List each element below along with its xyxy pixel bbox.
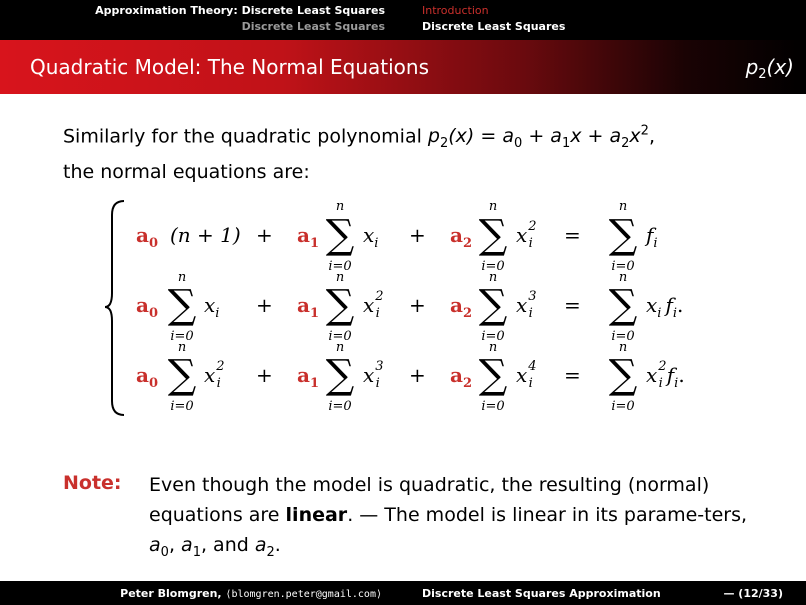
svg-text:x3i: $x^3$ i [516, 289, 537, 321]
note-text: Even though the model is quadratic, the resulting (normal) equations are linear. — The model is linear in its parame-ters, $a_0$, $a_1$, and $a_2$. [149, 474, 748, 560]
svg-text:n: n [618, 340, 628, 355]
equals-sign: = [564, 223, 581, 247]
frame-label-p: p [745, 55, 759, 79]
footer-email: ⟨blomgren.peter@gmail.com⟩ [225, 589, 382, 600]
svg-text:i=0: i=0 [481, 329, 505, 344]
svg-text:∑: ∑ [608, 212, 638, 258]
svg-text:+: + [256, 293, 273, 317]
svg-text:a1: $a_1$ [297, 223, 320, 251]
svg-text:=: = [564, 363, 581, 387]
sum-symbol: ∑ [325, 212, 355, 258]
sum-lower: i=0 [328, 259, 352, 274]
left-brace [105, 201, 124, 415]
intro-line1-end: , [648, 125, 655, 148]
frame-label [746, 55, 794, 82]
svg-text:∑: ∑ [478, 212, 508, 258]
svg-text:a1: $a_1$ [297, 293, 320, 321]
svg-text:+: + [409, 363, 426, 387]
svg-text:xi: $x_i$ [363, 223, 379, 251]
svg-text:=: = [564, 293, 581, 317]
svg-text:a1: $a_1$ [297, 363, 320, 391]
svg-text:n: n [618, 199, 628, 214]
svg-text:i=0: i=0 [611, 329, 635, 344]
svg-text:i=0: i=0 [328, 399, 352, 414]
svg-text:x2i: $x^2$ i [516, 219, 537, 251]
svg-text:a0: $a_0$ [136, 293, 159, 321]
svg-text:i=0: i=0 [481, 399, 505, 414]
svg-text:∑: ∑ [608, 352, 638, 398]
svg-text:i=0: i=0 [611, 259, 635, 274]
sum-upper: n [335, 199, 345, 214]
normal-equations [100, 195, 740, 425]
svg-text:∑: ∑ [478, 352, 508, 398]
svg-text:xifi.: $x_i$ $f_i$. [646, 293, 684, 321]
svg-text:n: n [177, 340, 187, 355]
header-subsection-current[interactable]: Discrete Least Squares [422, 20, 566, 33]
svg-text:a0: $a_0$ [136, 223, 159, 251]
svg-text:n: n [488, 340, 498, 355]
svg-text:n: n [335, 340, 345, 355]
coef-a0: a [136, 223, 149, 247]
svg-text:n: n [488, 270, 498, 285]
footer-page-number: — (12/33) [723, 587, 783, 600]
footer-author-block [0, 581, 394, 605]
plus-sign: + [409, 223, 426, 247]
svg-text:fi: $f_i$ [646, 223, 658, 251]
svg-text:i=0: i=0 [170, 399, 194, 414]
svg-text:∑: ∑ [167, 282, 197, 328]
svg-text:a0: $a_0$ [136, 363, 159, 391]
header-section-title[interactable]: Discrete Least Squares [241, 20, 385, 33]
svg-text:∑: ∑ [325, 282, 355, 328]
svg-text:i=0: i=0 [170, 329, 194, 344]
header-presentation-title[interactable]: Approximation Theory: Discrete Least Squares [95, 4, 385, 17]
footer-title-block [403, 581, 806, 605]
svg-text:x3i: $x^3$ i [363, 359, 384, 391]
svg-text:i=0: i=0 [328, 329, 352, 344]
frame-title: Quadratic Model: The Normal Equations [30, 55, 430, 79]
svg-text:n: n [335, 270, 345, 285]
n-plus-one: (n + 1) [170, 223, 241, 247]
equation-row-2 [136, 270, 683, 344]
svg-text:xi: $x_i$ [204, 293, 220, 321]
svg-text:∑: ∑ [608, 282, 638, 328]
intro-line2: the normal equations are: [63, 161, 310, 184]
header-subsection-introduction[interactable]: Introduction [422, 4, 489, 17]
note-bold-linear: linear [285, 504, 348, 526]
header-subsection-nav [403, 0, 806, 40]
svg-text:∑: ∑ [325, 352, 355, 398]
svg-text:∑: ∑ [167, 352, 197, 398]
svg-text:n: n [488, 199, 498, 214]
svg-text:a2: $a_2$ [450, 293, 473, 321]
plus-sign: + [256, 223, 273, 247]
svg-text:n: n [177, 270, 187, 285]
svg-text:x2i: $x^2$ i [204, 359, 225, 391]
svg-text:i=0: i=0 [481, 259, 505, 274]
svg-text:∑: ∑ [478, 282, 508, 328]
svg-text:x2i: $x^2$ i [363, 289, 384, 321]
intro-polynomial: $p_2(x) = a_0 + a_1x + a_2x^2$ [427, 124, 649, 152]
intro-line1-text: Similarly for the quadratic polynomial [63, 125, 428, 148]
coef-a2: a [450, 223, 463, 247]
svg-text:+: + [256, 363, 273, 387]
svg-text:a2: $a_2$ [450, 363, 473, 391]
equation-row-1 [136, 199, 658, 274]
frame-label-sub: 2 [758, 67, 767, 82]
frame-label-arg: (x) [766, 55, 794, 79]
note-label: Note: [63, 472, 122, 494]
header-section-nav [0, 0, 394, 40]
footer-title: Discrete Least Squares Approximation [422, 587, 661, 600]
svg-text:x2ifi.: $x^2$ i $f_i$. [646, 359, 685, 391]
coef-a1: a [297, 223, 310, 247]
svg-text:n: n [618, 270, 628, 285]
svg-text:a2: $a_2$ [450, 223, 473, 251]
footer-author: Peter Blomgren, [120, 587, 222, 600]
svg-text:+: + [409, 293, 426, 317]
svg-text:x4i: $x^4$ i [516, 359, 537, 391]
equation-row-3 [136, 340, 685, 414]
intro-text [63, 118, 655, 186]
svg-text:i=0: i=0 [611, 399, 635, 414]
